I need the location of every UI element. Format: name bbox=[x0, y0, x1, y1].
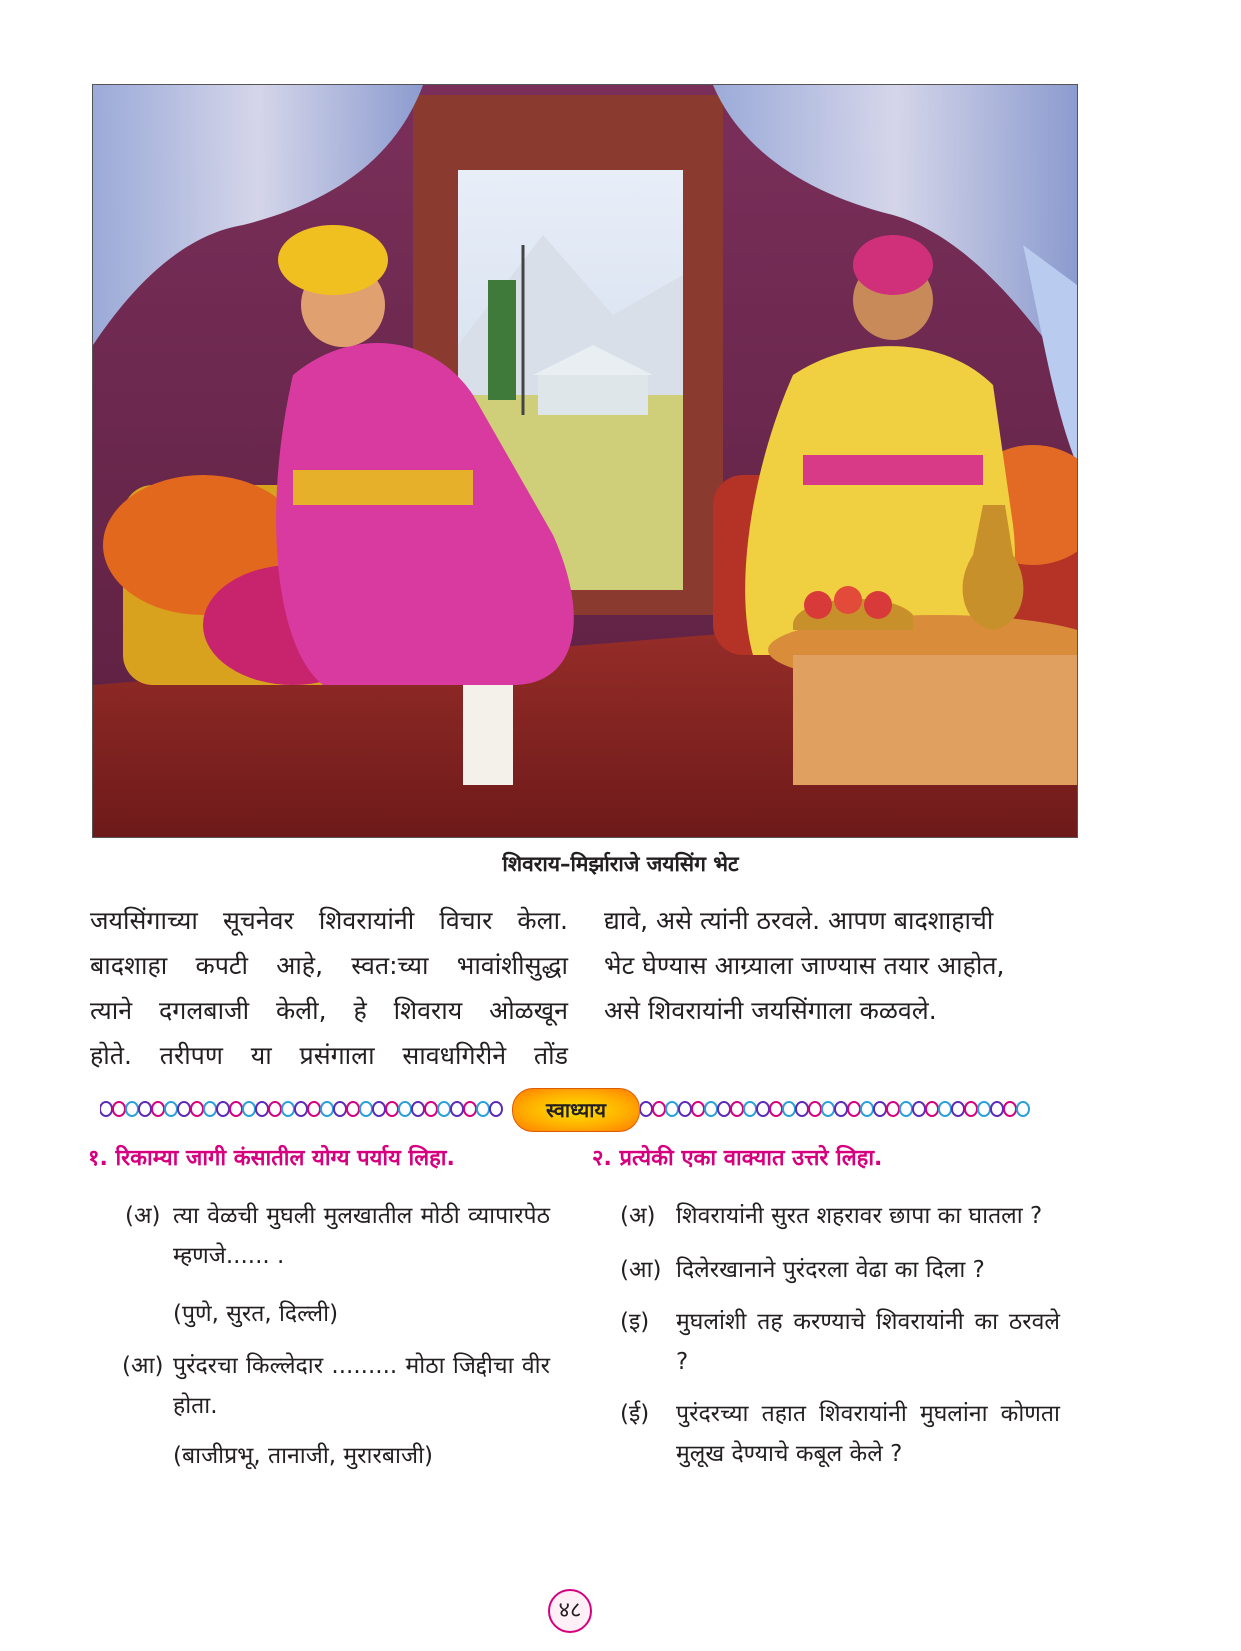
chain-ring bbox=[425, 1102, 437, 1116]
chain-ring bbox=[152, 1102, 164, 1116]
item-label: (आ) bbox=[620, 1257, 662, 1283]
item-label: (इ) bbox=[620, 1309, 650, 1335]
chain-ring bbox=[679, 1102, 691, 1116]
chain-ornament-left bbox=[100, 1100, 510, 1118]
table-base bbox=[793, 655, 1077, 785]
chain-ring bbox=[1017, 1102, 1029, 1116]
chain-ring bbox=[653, 1102, 665, 1116]
chain-ring bbox=[926, 1102, 938, 1116]
chain-ring bbox=[991, 1102, 1003, 1116]
q1-item bbox=[122, 1346, 550, 1426]
item-text: त्या वेळची मुघली मुलखातील मोठी व्यापारपेठ म्हणजे...... . bbox=[173, 1203, 550, 1269]
exercise-title-badge: स्वाध्याय bbox=[512, 1088, 640, 1132]
text-line: जयसिंगाच्या सूचनेवर शिवरायांनी विचार केला. bbox=[90, 906, 568, 935]
chain-ring bbox=[178, 1102, 190, 1116]
chain-ring bbox=[848, 1102, 860, 1116]
chain-ring bbox=[939, 1102, 951, 1116]
chain-ring bbox=[269, 1102, 281, 1116]
chain-ring bbox=[757, 1102, 769, 1116]
painting-scene bbox=[93, 85, 1077, 837]
item-label: (आ) bbox=[122, 1353, 164, 1379]
chain-ring bbox=[334, 1102, 346, 1116]
item-text: पुरंदरच्या तहात शिवरायांनी मुघलांना कोणता मुलूख देण्याचे कबूल केले ? bbox=[676, 1401, 1060, 1467]
image-caption: शिवराय–मिर्झाराजे जयसिंग भेट bbox=[502, 852, 739, 876]
chain-ring bbox=[373, 1102, 385, 1116]
chain-ring bbox=[100, 1102, 112, 1116]
chain-ring bbox=[477, 1102, 489, 1116]
chain-ring bbox=[243, 1102, 255, 1116]
item-text: पुरंदरचा किल्लेदार ......... मोठा जिद्दीचा वीर होता. bbox=[173, 1353, 550, 1419]
jaisingh-legs bbox=[463, 685, 513, 785]
fruit bbox=[804, 591, 832, 619]
illustration bbox=[92, 84, 1078, 838]
q2-item bbox=[620, 1394, 1060, 1474]
chain-ring bbox=[731, 1102, 743, 1116]
chain-ring bbox=[230, 1102, 242, 1116]
chain-ring bbox=[809, 1102, 821, 1116]
fruit bbox=[834, 586, 862, 614]
chain-ring bbox=[744, 1102, 756, 1116]
chain-ring bbox=[217, 1102, 229, 1116]
question-1-heading: १. रिकाम्या जागी कंसातील योग्य पर्याय लिहा. bbox=[88, 1146, 455, 1171]
q1-item bbox=[125, 1196, 550, 1276]
chain-ring bbox=[978, 1102, 990, 1116]
chain-ring bbox=[1004, 1102, 1016, 1116]
shivaji-turban bbox=[853, 235, 933, 295]
chain-ring bbox=[796, 1102, 808, 1116]
chain-ring bbox=[705, 1102, 717, 1116]
jaisingh-sash bbox=[293, 470, 473, 505]
jaisingh-turban bbox=[278, 225, 388, 295]
guard-figure bbox=[488, 280, 516, 400]
chain-ring bbox=[438, 1102, 450, 1116]
chain-ring bbox=[718, 1102, 730, 1116]
chain-ring bbox=[887, 1102, 899, 1116]
item-text: शिवरायांनी सुरत शहरावर छापा का घातला ? bbox=[676, 1203, 1043, 1229]
chain-ring bbox=[770, 1102, 782, 1116]
chain-ring bbox=[165, 1102, 177, 1116]
chain-ring bbox=[464, 1102, 476, 1116]
chain-ring bbox=[295, 1102, 307, 1116]
chain-ring bbox=[952, 1102, 964, 1116]
chain-ring bbox=[874, 1102, 886, 1116]
chain-ring bbox=[835, 1102, 847, 1116]
shivaji-sash bbox=[803, 455, 983, 485]
chain-ring bbox=[113, 1102, 125, 1116]
chain-ring bbox=[360, 1102, 372, 1116]
chain-ring bbox=[640, 1102, 652, 1116]
item-text: दिलेरखानाने पुरंदरला वेढा का दिला ? bbox=[676, 1257, 985, 1283]
text-line: होते. तरीपण या प्रसंगाला सावधगिरीने तोंड bbox=[90, 1041, 568, 1070]
q2-item bbox=[620, 1196, 1060, 1236]
chain-ring bbox=[386, 1102, 398, 1116]
chain-ring bbox=[900, 1102, 912, 1116]
item-text: मुघलांशी तह करण्याचे शिवरायांनी का ठरवले ? bbox=[676, 1309, 1060, 1375]
chain-ring bbox=[204, 1102, 216, 1116]
body-paragraph-left bbox=[90, 898, 568, 1078]
chain-ring bbox=[451, 1102, 463, 1116]
chain-ring bbox=[282, 1102, 294, 1116]
item-label: (अ) bbox=[620, 1203, 656, 1229]
chain-ring bbox=[191, 1102, 203, 1116]
question-2-heading: २. प्रत्येकी एका वाक्यात उत्तरे लिहा. bbox=[592, 1146, 883, 1171]
exercise-divider bbox=[100, 1088, 1142, 1132]
item-label: (ई) bbox=[620, 1401, 650, 1427]
text-line: त्याने दगलबाजी केली, हे शिवराय ओळखून bbox=[90, 996, 568, 1025]
tent-outside-body bbox=[538, 375, 648, 415]
page-number: ४८ bbox=[548, 1589, 592, 1633]
chain-ring bbox=[861, 1102, 873, 1116]
q2-item bbox=[620, 1302, 1060, 1382]
text-line: बादशाहा कपटी आहे, स्वत:च्या भावांशीसुद्धा bbox=[90, 951, 568, 980]
chain-ring bbox=[965, 1102, 977, 1116]
text-line: भेट घेण्यास आग्र्याला जाण्यास तयार आहोत, bbox=[604, 951, 1005, 980]
chain-ring bbox=[666, 1102, 678, 1116]
chain-ring bbox=[490, 1102, 502, 1116]
chain-ring bbox=[321, 1102, 333, 1116]
item-label: (अ) bbox=[125, 1203, 161, 1229]
chain-ring bbox=[256, 1102, 268, 1116]
chain-ornament-right bbox=[640, 1100, 1036, 1118]
chain-ring bbox=[913, 1102, 925, 1116]
chain-ring bbox=[399, 1102, 411, 1116]
q1-options: (पुणे, सुरत, दिल्ली) bbox=[173, 1301, 339, 1327]
chain-ring bbox=[139, 1102, 151, 1116]
chain-ring bbox=[692, 1102, 704, 1116]
chain-ring bbox=[308, 1102, 320, 1116]
text-line: असे शिवरायांनी जयसिंगाला कळवले. bbox=[604, 996, 937, 1025]
chain-ring bbox=[412, 1102, 424, 1116]
fruit bbox=[864, 591, 892, 619]
q2-item bbox=[620, 1250, 1060, 1290]
chain-ring bbox=[822, 1102, 834, 1116]
text-line: द्यावे, असे त्यांनी ठरवले. आपण बादशाहाची bbox=[604, 906, 994, 935]
body-paragraph-right bbox=[604, 898, 1080, 1033]
q1-options: (बाजीप्रभू, तानाजी, मुरारबाजी) bbox=[173, 1443, 434, 1469]
chain-ring bbox=[783, 1102, 795, 1116]
chain-ring bbox=[126, 1102, 138, 1116]
chain-ring bbox=[347, 1102, 359, 1116]
